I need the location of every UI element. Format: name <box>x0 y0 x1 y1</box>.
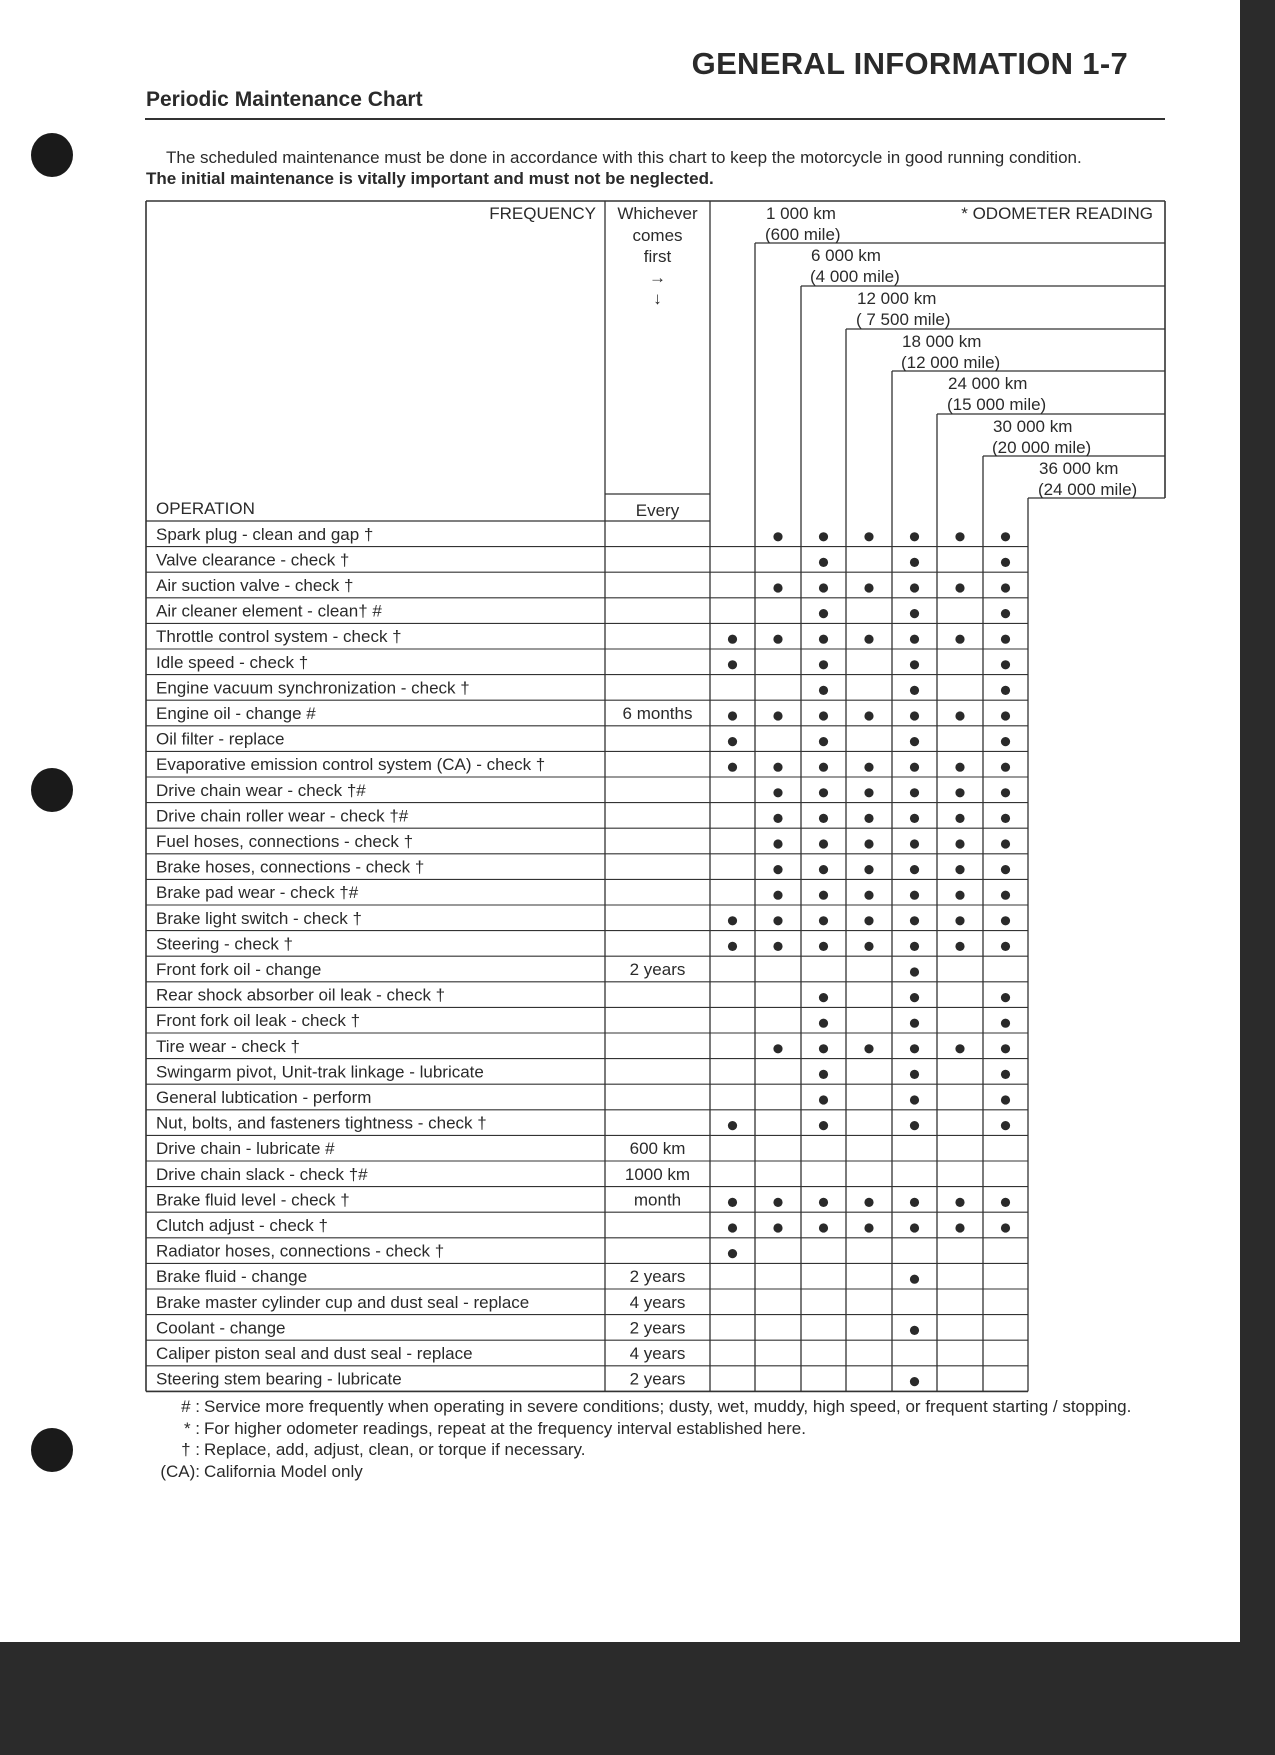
interval-value: 6 months <box>622 704 693 723</box>
odometer-mile: (24 000 mile) <box>1038 480 1138 499</box>
maintenance-dot-icon <box>864 635 873 644</box>
maintenance-dot-icon <box>1001 814 1010 823</box>
maintenance-dot-icon <box>819 711 828 720</box>
maintenance-dot-icon <box>910 609 919 618</box>
operation-name: Nut, bolts, and fasteners tightness - check † <box>156 1113 487 1133</box>
maintenance-dot-icon <box>910 686 919 695</box>
maintenance-dot-icon <box>864 711 873 720</box>
maintenance-dot-icon <box>819 1198 828 1207</box>
maintenance-dot-icon <box>773 788 782 797</box>
maintenance-dot-icon <box>728 1223 737 1232</box>
maintenance-dot-icon <box>819 1044 828 1053</box>
intro-warning: The initial maintenance is vitally important and must not be neglected. <box>146 169 714 188</box>
whichever-label: comes <box>632 226 683 245</box>
maintenance-dot-icon <box>864 916 873 925</box>
maintenance-dot-icon <box>1001 558 1010 567</box>
operation-name: Front fork oil - change <box>156 960 322 979</box>
maintenance-dot-icon <box>1001 1019 1010 1028</box>
maintenance-dot-icon <box>819 788 828 797</box>
maintenance-dot-icon <box>819 1121 828 1130</box>
maintenance-dot-icon <box>1001 711 1010 720</box>
maintenance-dot-icon <box>1001 865 1010 874</box>
maintenance-dot-icon <box>910 1044 919 1053</box>
odometer-mile: (12 000 mile) <box>901 353 1001 372</box>
maintenance-dot-icon <box>819 865 828 874</box>
operation-name: Brake light switch - check † <box>156 908 362 928</box>
odometer-km: 1 000 km <box>766 204 836 223</box>
odometer-mile: (600 mile) <box>765 225 841 244</box>
maintenance-dot-icon <box>773 942 782 951</box>
maintenance-dot-icon <box>1001 1044 1010 1053</box>
interval-value: 4 years <box>629 1344 686 1363</box>
maintenance-dot-icon <box>1001 737 1010 746</box>
maintenance-dot-icon <box>910 788 919 797</box>
odometer-km: 24 000 km <box>948 374 1028 393</box>
maintenance-dot-icon <box>955 583 964 592</box>
maintenance-dot-icon <box>864 532 873 541</box>
maintenance-dot-icon <box>910 532 919 541</box>
maintenance-dot-icon <box>910 1377 919 1386</box>
maintenance-dot-icon <box>773 916 782 925</box>
maintenance-dot-icon <box>955 942 964 951</box>
maintenance-dot-icon <box>910 583 919 592</box>
maintenance-dot-icon <box>728 1249 737 1258</box>
operation-name: Radiator hoses, connections - check † <box>156 1241 445 1261</box>
whichever-label: ↓ <box>653 289 662 308</box>
footnote-text: Replace, add, adjust, clean, or torque if necessary. <box>204 1440 586 1459</box>
footnote-symbol: # : <box>181 1397 200 1416</box>
maintenance-dot-icon <box>955 635 964 644</box>
operation-name: Drive chain roller wear - check †# <box>156 806 409 826</box>
operation-name: Evaporative emission control system (CA) - check † <box>156 755 546 775</box>
maintenance-dot-icon <box>955 865 964 874</box>
odometer-mile: (4 000 mile) <box>810 267 900 286</box>
maintenance-dot-icon <box>910 942 919 951</box>
maintenance-dot-icon <box>910 967 919 976</box>
operation-name: Coolant - change <box>156 1318 286 1338</box>
maintenance-dot-icon <box>864 788 873 797</box>
maintenance-dot-icon <box>864 1198 873 1207</box>
maintenance-dot-icon <box>728 1198 737 1207</box>
odometer-mile: (15 000 mile) <box>947 395 1047 414</box>
maintenance-dot-icon <box>819 942 828 951</box>
maintenance-dot-icon <box>864 1044 873 1053</box>
maintenance-dot-icon <box>1001 1223 1010 1232</box>
maintenance-dot-icon <box>910 737 919 746</box>
maintenance-dot-icon <box>910 558 919 567</box>
footnote <box>150 1418 1170 1440</box>
maintenance-dot-icon <box>773 891 782 900</box>
maintenance-dot-icon <box>910 865 919 874</box>
maintenance-dot-icon <box>955 814 964 823</box>
frequency-label: FREQUENCY <box>489 204 596 223</box>
whichever-label: Whichever <box>617 204 698 223</box>
operation-name: Steering stem bearing - lubricate <box>156 1369 402 1389</box>
maintenance-dot-icon <box>728 1121 737 1130</box>
operation-name: Idle speed - check † <box>156 652 309 672</box>
maintenance-dot-icon <box>910 1223 919 1232</box>
maintenance-dot-icon <box>728 737 737 746</box>
maintenance-dot-icon <box>955 532 964 541</box>
maintenance-dot-icon <box>1001 1198 1010 1207</box>
maintenance-dot-icon <box>1001 1095 1010 1104</box>
operation-name: Throttle control system - check † <box>156 627 402 647</box>
maintenance-dot-icon <box>864 891 873 900</box>
odometer-reading-label: * ODOMETER READING <box>961 204 1153 223</box>
maintenance-dot-icon <box>910 711 919 720</box>
maintenance-dot-icon <box>955 763 964 772</box>
maintenance-dot-icon <box>819 1070 828 1079</box>
maintenance-dot-icon <box>728 711 737 720</box>
operation-name: Front fork oil leak - check † <box>156 1011 361 1031</box>
maintenance-dot-icon <box>1001 993 1010 1002</box>
maintenance-dot-icon <box>773 763 782 772</box>
maintenance-dot-icon <box>910 1095 919 1104</box>
operation-name: Clutch adjust - check † <box>156 1216 328 1235</box>
odometer-mile: (20 000 mile) <box>992 438 1092 457</box>
maintenance-dot-icon <box>910 993 919 1002</box>
maintenance-dot-icon <box>1001 788 1010 797</box>
maintenance-dot-icon <box>955 788 964 797</box>
maintenance-dot-icon <box>1001 839 1010 848</box>
maintenance-dot-icon <box>910 660 919 669</box>
maintenance-dot-icon <box>819 1095 828 1104</box>
maintenance-dot-icon <box>1001 635 1010 644</box>
maintenance-dot-icon <box>773 814 782 823</box>
maintenance-dot-icon <box>910 891 919 900</box>
interval-value: month <box>633 1190 682 1210</box>
operation-name: Rear shock absorber oil leak - check † <box>156 985 446 1005</box>
interval-value: 2 years <box>629 1369 686 1389</box>
operation-name: Steering - check † <box>156 934 294 954</box>
maintenance-dot-icon <box>773 1198 782 1207</box>
interval-value: 2 years <box>629 960 686 979</box>
every-label: Every <box>635 501 680 520</box>
interval-value: 2 years <box>629 1318 686 1338</box>
maintenance-dot-icon <box>955 891 964 900</box>
footnote-symbol: † : <box>181 1440 200 1459</box>
maintenance-dot-icon <box>1001 763 1010 772</box>
footnote-text: Service more frequently when operating in severe conditions; dusty, wet, muddy, high speed, or frequent starting / stopping. <box>204 1397 1132 1416</box>
maintenance-dot-icon <box>773 711 782 720</box>
footnotes <box>150 1396 1170 1482</box>
maintenance-dot-icon <box>1001 1121 1010 1130</box>
operation-name: Air cleaner element - clean† # <box>156 601 382 621</box>
maintenance-dot-icon <box>910 1019 919 1028</box>
maintenance-dot-icon <box>819 763 828 772</box>
maintenance-dot-icon <box>728 763 737 772</box>
operation-name: Brake fluid - change <box>156 1267 308 1287</box>
maintenance-dot-icon <box>864 763 873 772</box>
maintenance-dot-icon <box>773 1044 782 1053</box>
operation-name: Drive chain wear - check †# <box>156 780 366 800</box>
maintenance-dot-icon <box>819 558 828 567</box>
maintenance-dot-icon <box>773 865 782 874</box>
maintenance-dot-icon <box>1001 583 1010 592</box>
maintenance-dot-icon <box>773 839 782 848</box>
section-title: Periodic Maintenance Chart <box>146 88 423 111</box>
operation-name: Spark plug - clean and gap † <box>156 524 374 544</box>
maintenance-dot-icon <box>955 839 964 848</box>
operation-name: Tire wear - check † <box>156 1036 300 1056</box>
operation-name: General lubtication - perform <box>156 1088 372 1107</box>
maintenance-dot-icon <box>819 686 828 695</box>
operation-name: Engine vacuum synchronization - check † <box>156 678 470 698</box>
maintenance-dot-icon <box>910 635 919 644</box>
maintenance-dot-icon <box>1001 1070 1010 1079</box>
maintenance-dot-icon <box>819 635 828 644</box>
operation-name: Fuel hoses, connections - check † <box>156 832 414 851</box>
maintenance-dot-icon <box>728 942 737 951</box>
maintenance-dot-icon <box>910 1275 919 1284</box>
maintenance-dot-icon <box>955 916 964 925</box>
maintenance-dot-icon <box>773 532 782 541</box>
footnote <box>150 1439 1170 1461</box>
maintenance-dot-icon <box>864 942 873 951</box>
interval-value: 1000 km <box>624 1164 691 1184</box>
footnote-text: California Model only <box>204 1461 363 1481</box>
maintenance-dot-icon <box>910 1198 919 1207</box>
maintenance-dot-icon <box>1001 686 1010 695</box>
maintenance-dot-icon <box>1001 942 1010 951</box>
operation-name: Swingarm pivot, Unit-trak linkage - lubricate <box>156 1062 484 1082</box>
maintenance-dot-icon <box>1001 916 1010 925</box>
maintenance-dot-icon <box>864 839 873 848</box>
operation-name: Brake fluid level - check † <box>156 1190 350 1210</box>
maintenance-dot-icon <box>819 737 828 746</box>
maintenance-dot-icon <box>773 635 782 644</box>
operation-name: Air suction valve - check † <box>156 576 354 595</box>
maintenance-dot-icon <box>864 1223 873 1232</box>
operation-name: Brake hoses, connections - check † <box>156 857 425 877</box>
maintenance-dot-icon <box>910 814 919 823</box>
maintenance-dot-icon <box>864 583 873 592</box>
operation-name: Drive chain - lubricate # <box>156 1139 335 1159</box>
operation-label: OPERATION <box>156 499 255 518</box>
maintenance-dot-icon <box>955 1044 964 1053</box>
maintenance-dot-icon <box>819 916 828 925</box>
operation-name: Valve clearance - check † <box>156 550 350 570</box>
operation-name: Oil filter - replace <box>156 729 285 749</box>
odometer-km: 6 000 km <box>811 246 881 265</box>
maintenance-dot-icon <box>728 635 737 644</box>
maintenance-dot-icon <box>955 1223 964 1232</box>
operation-name: Brake master cylinder cup and dust seal - replace <box>156 1292 530 1312</box>
maintenance-dot-icon <box>910 1070 919 1079</box>
whichever-label: first <box>643 247 672 266</box>
maintenance-dot-icon <box>728 916 737 925</box>
maintenance-dot-icon <box>864 814 873 823</box>
interval-value: 4 years <box>629 1292 686 1312</box>
operation-name: Brake pad wear - check †# <box>156 883 359 903</box>
maintenance-dot-icon <box>910 1326 919 1335</box>
maintenance-dot-icon <box>819 583 828 592</box>
maintenance-dot-icon <box>955 1198 964 1207</box>
odometer-km: 18 000 km <box>902 332 982 351</box>
odometer-km: 12 000 km <box>857 289 937 308</box>
maintenance-dot-icon <box>910 763 919 772</box>
maintenance-dot-icon <box>910 916 919 925</box>
footnote <box>150 1396 1170 1418</box>
footnote-text: For higher odometer readings, repeat at the frequency interval established here. <box>204 1418 806 1438</box>
maintenance-dot-icon <box>819 814 828 823</box>
footnote <box>150 1461 1170 1483</box>
footnote-symbol: (CA): <box>160 1461 200 1481</box>
whichever-label: → <box>649 268 666 287</box>
maintenance-dot-icon <box>819 891 828 900</box>
interval-value: 2 years <box>629 1267 686 1287</box>
interval-value: 600 km <box>629 1139 686 1159</box>
maintenance-dot-icon <box>773 583 782 592</box>
odometer-mile: ( 7 500 mile) <box>856 310 951 329</box>
maintenance-dot-icon <box>728 660 737 669</box>
maintenance-dot-icon <box>1001 532 1010 541</box>
odometer-km: 36 000 km <box>1039 459 1119 478</box>
operation-name: Caliper piston seal and dust seal - replace <box>156 1344 473 1363</box>
operation-name: Engine oil - change # <box>156 704 316 723</box>
maintenance-dot-icon <box>773 1223 782 1232</box>
maintenance-dot-icon <box>819 532 828 541</box>
maintenance-dot-icon <box>864 865 873 874</box>
intro-text: The scheduled maintenance must be done in accordance with this chart to keep the motorcycle in good running condition. <box>166 148 1082 167</box>
footnote-symbol: * : <box>183 1418 200 1438</box>
maintenance-dot-icon <box>910 839 919 848</box>
maintenance-dot-icon <box>910 1121 919 1130</box>
maintenance-dot-icon <box>819 839 828 848</box>
maintenance-dot-icon <box>819 660 828 669</box>
maintenance-dot-icon <box>1001 891 1010 900</box>
maintenance-dot-icon <box>819 993 828 1002</box>
page-header-title: GENERAL INFORMATION 1-7 <box>691 46 1128 81</box>
operation-name: Drive chain slack - check †# <box>156 1164 368 1184</box>
maintenance-dot-icon <box>819 609 828 618</box>
maintenance-dot-icon <box>819 1019 828 1028</box>
maintenance-dot-icon <box>1001 609 1010 618</box>
maintenance-dot-icon <box>819 1223 828 1232</box>
maintenance-dot-icon <box>955 711 964 720</box>
maintenance-dot-icon <box>1001 660 1010 669</box>
odometer-km: 30 000 km <box>993 417 1073 436</box>
